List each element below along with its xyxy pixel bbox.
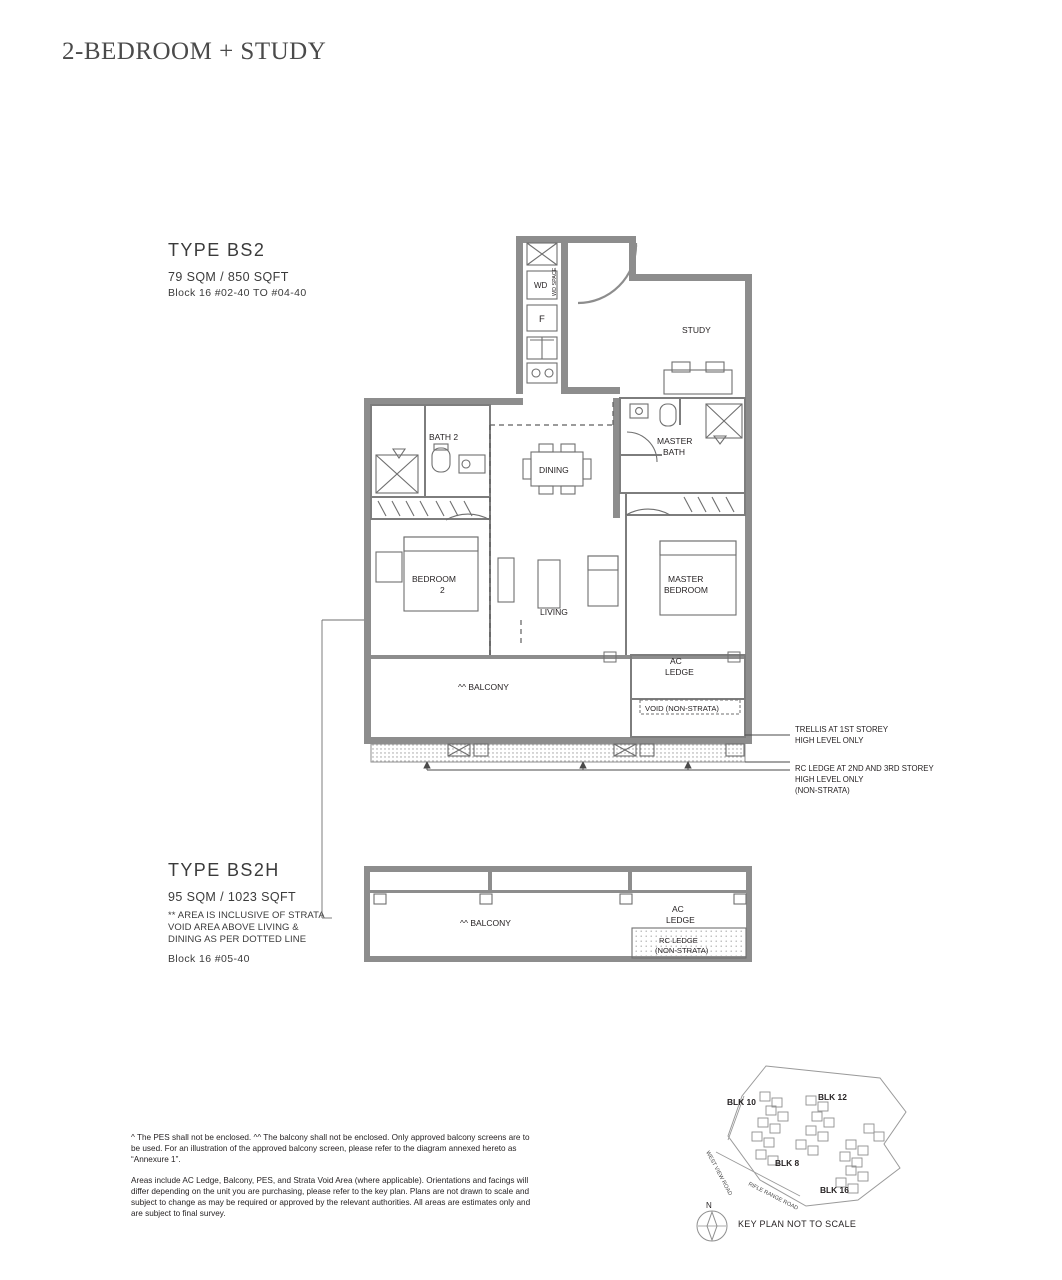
keyplan-road-riflerange: RIFLE RANGE ROAD bbox=[747, 1181, 799, 1212]
lower-label-ac-ledge-line2: LEDGE bbox=[666, 915, 695, 925]
room-label-ac-ledge-line1: AC bbox=[670, 656, 682, 666]
room-label-void-non-strata: VOID (NON-STRATA) bbox=[645, 704, 719, 713]
annotation-rcledge-3: (NON-STRATA) bbox=[795, 786, 850, 795]
keyplan-label-blk12: BLK 12 bbox=[818, 1092, 847, 1102]
footnotes bbox=[131, 1132, 531, 1228]
unit-area-bs2h: 95 SQM / 1023 SQFT bbox=[168, 890, 297, 904]
key-plan bbox=[697, 1066, 906, 1241]
annotation-trellis-2: HIGH LEVEL ONLY bbox=[795, 736, 864, 745]
appliance-label-wd-vertical: WD SPACE bbox=[552, 267, 558, 296]
keyplan-road-westview: WEST VIEW ROAD bbox=[704, 1150, 733, 1197]
room-label-living: LIVING bbox=[540, 607, 568, 617]
room-label-dining: DINING bbox=[539, 465, 569, 475]
keyplan-label-blk16: BLK 16 bbox=[820, 1185, 849, 1195]
room-label-bedroom2-line1: BEDROOM bbox=[412, 574, 456, 584]
keyplan-caption: KEY PLAN NOT TO SCALE bbox=[738, 1219, 857, 1229]
room-label-study: STUDY bbox=[682, 325, 711, 335]
lower-label-rc-ledge-line2: (NON-STRATA) bbox=[655, 946, 709, 955]
footnote-pes-balcony: ^ The PES shall not be enclosed. ^^ The balcony shall not be enclosed. Only approved balcony screens are to be used. For an illustration of the approved balcony screen, please refer to the diagram annexed hereto as “Annexure 1”. bbox=[131, 1133, 530, 1165]
room-label-master-bedroom-line2: BEDROOM bbox=[664, 585, 708, 595]
room-label-bath2: BATH 2 bbox=[429, 432, 459, 442]
appliance-label-f: F bbox=[539, 314, 545, 325]
page-title: 2-BEDROOM + STUDY bbox=[62, 38, 327, 65]
room-label-master-bath-line2: BATH bbox=[663, 447, 686, 457]
unit-block-bs2h: Block 16 #05-40 bbox=[168, 953, 250, 965]
annotation-rcledge-1: RC LEDGE AT 2ND AND 3RD STOREY bbox=[795, 764, 934, 773]
lower-label-ac-ledge-line1: AC bbox=[672, 904, 684, 914]
room-label-bedroom2-line2: 2 bbox=[440, 585, 445, 595]
footnote-areas-disclaimer: Areas include AC Ledge, Balcony, PES, and Strata Void Area (where applicable). Orientations and facings will differ depending on the unit you are purchasing, please refer to the key plan. Plans are not drawn to scale and subject to change as may be required or approved by the relevant authorities. All areas are estimates only and are subject to final survey. bbox=[131, 1175, 531, 1219]
lower-floor-plan bbox=[364, 866, 752, 962]
unit-void-note-bs2h: ** AREA IS INCLUSIVE OF STRATA VOID AREA ABOVE LIVING & DINING AS PER DOTTED LINE bbox=[168, 910, 325, 945]
room-label-master-bedroom-line1: MASTER bbox=[668, 574, 704, 584]
unit-type-label-bs2h: TYPE BS2H bbox=[168, 860, 280, 880]
appliance-label-wd: WD bbox=[534, 281, 548, 290]
upper-floor-plan bbox=[364, 236, 934, 795]
annotation-rcledge-2: HIGH LEVEL ONLY bbox=[795, 775, 864, 784]
unit-leader-line bbox=[322, 620, 364, 918]
unit-block-bs2: Block 16 #02-40 TO #04-40 bbox=[168, 287, 307, 299]
lower-label-rc-ledge-line1: RC LEDGE bbox=[659, 936, 698, 945]
compass-north-label: N bbox=[706, 1201, 712, 1210]
unit-type-label-bs2: TYPE BS2 bbox=[168, 240, 266, 260]
keyplan-label-blk10: BLK 10 bbox=[727, 1097, 756, 1107]
room-label-ac-ledge-line2: LEDGE bbox=[665, 667, 694, 677]
keyplan-label-blk8: BLK 8 bbox=[775, 1158, 800, 1168]
lower-label-balcony: ^^ BALCONY bbox=[460, 918, 511, 928]
room-label-master-bath-line1: MASTER bbox=[657, 436, 693, 446]
annotation-trellis-1: TRELLIS AT 1ST STOREY bbox=[795, 725, 889, 734]
room-label-balcony: ^^ BALCONY bbox=[458, 682, 509, 692]
unit-area-bs2: 79 SQM / 850 SQFT bbox=[168, 270, 289, 284]
